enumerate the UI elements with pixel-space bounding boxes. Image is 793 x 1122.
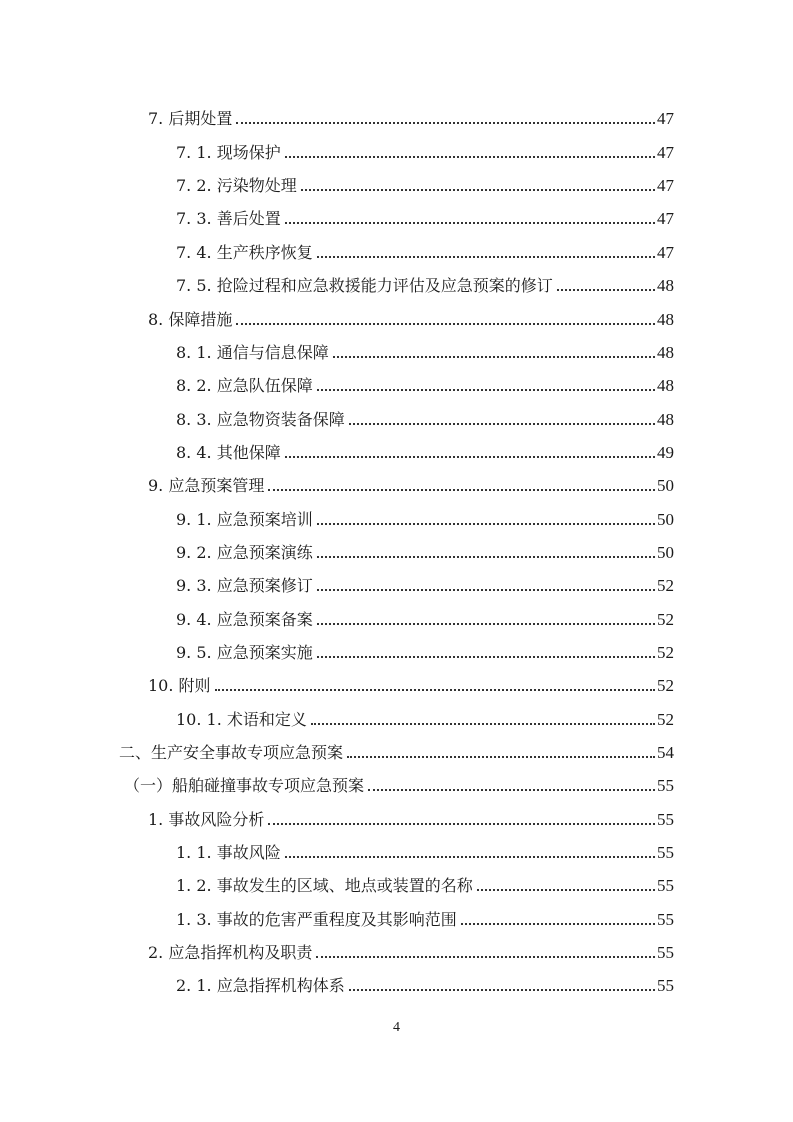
dot-leader [333, 356, 655, 358]
toc-entry-label: （一）船舶碰撞事故专项应急预案 [124, 776, 365, 795]
toc-entry-label: 2. 应急指挥机构及职责 [148, 943, 313, 962]
dot-leader [268, 489, 655, 491]
toc-entry[interactable] [148, 105, 674, 129]
toc-entry[interactable] [176, 239, 674, 263]
toc-entry-label: 7. 4. 生产秩序恢复 [176, 243, 313, 262]
toc-entry-label: 1. 1. 事故风险 [176, 843, 281, 862]
toc-entry-label: 1. 事故风险分析 [148, 810, 265, 829]
toc-entry-page: 52 [657, 643, 674, 662]
toc-entry[interactable] [176, 639, 674, 663]
toc-entry-page: 48 [657, 276, 674, 295]
toc-entry-label: 1. 3. 事故的危害严重程度及其影响范围 [176, 910, 457, 929]
toc-entry[interactable] [176, 606, 674, 630]
toc-entry-label: 7. 3. 善后处置 [176, 209, 281, 228]
toc-entry[interactable] [176, 172, 674, 196]
toc-entry-label: 9. 2. 应急预案演练 [176, 543, 313, 562]
toc-entry-label: 9. 5. 应急预案实施 [176, 643, 313, 662]
toc-entry-page: 48 [657, 310, 674, 329]
dot-leader [236, 323, 655, 325]
toc-entry[interactable] [124, 772, 674, 796]
toc-entry-page: 55 [657, 843, 674, 862]
toc-entry-page: 52 [657, 610, 674, 629]
toc-entry-page: 48 [657, 376, 674, 395]
toc-entry-label: 2. 1. 应急指挥机构体系 [176, 976, 345, 995]
dot-leader [317, 556, 655, 558]
toc-entry-label: 9. 应急预案管理 [148, 476, 265, 495]
toc-entry-page: 52 [657, 576, 674, 595]
dot-leader [268, 823, 655, 825]
dot-leader [316, 956, 655, 958]
toc-entry[interactable] [176, 205, 674, 229]
toc-entry-page: 54 [657, 743, 674, 762]
toc-entry-page: 55 [657, 910, 674, 929]
dot-leader [317, 389, 655, 391]
toc-entry[interactable] [176, 372, 674, 396]
toc-entry[interactable] [176, 272, 674, 296]
toc-entry-label: 8. 4. 其他保障 [176, 443, 281, 462]
toc-entry-label: 7. 后期处置 [148, 109, 233, 128]
toc-entry[interactable] [176, 139, 674, 163]
toc-entry-page: 47 [657, 176, 674, 195]
toc-entry-page: 47 [657, 143, 674, 162]
dot-leader [477, 889, 655, 891]
dot-leader [285, 156, 655, 158]
dot-leader [311, 723, 655, 725]
toc-entry-label: 8. 保障措施 [148, 310, 233, 329]
toc-entry[interactable] [176, 506, 674, 530]
toc-entry-label: 8. 3. 应急物资装备保障 [176, 410, 345, 429]
toc-entry-page: 48 [657, 343, 674, 362]
dot-leader [317, 256, 655, 258]
toc-entry-page: 55 [657, 810, 674, 829]
toc-entry[interactable] [176, 706, 674, 730]
dot-leader [317, 656, 655, 658]
toc-entry-label: 9. 3. 应急预案修订 [176, 576, 313, 595]
toc-entry[interactable] [176, 839, 674, 863]
toc-entry[interactable] [176, 539, 674, 563]
toc-entry[interactable] [176, 572, 674, 596]
dot-leader [349, 989, 655, 991]
toc-entry[interactable] [148, 672, 674, 696]
dot-leader [317, 623, 655, 625]
toc-entry-page: 52 [657, 676, 674, 695]
dot-leader [368, 789, 655, 791]
toc-entry-label: 1. 2. 事故发生的区域、地点或装置的名称 [176, 876, 473, 895]
toc-entry-page: 49 [657, 443, 674, 462]
toc-entry-label: 7. 2. 污染物处理 [176, 176, 297, 195]
toc-entry-page: 55 [657, 943, 674, 962]
toc-entry[interactable] [119, 739, 674, 763]
dot-leader [317, 589, 655, 591]
toc-entry-page: 55 [657, 876, 674, 895]
toc-entry[interactable] [176, 872, 674, 896]
toc-entry-label: 7. 1. 现场保护 [176, 143, 281, 162]
toc-entry[interactable] [176, 906, 674, 930]
dot-leader [301, 189, 655, 191]
toc-entry-label: 8. 2. 应急队伍保障 [176, 376, 313, 395]
toc-entry-page: 47 [657, 209, 674, 228]
toc-entry-label: 二、生产安全事故专项应急预案 [119, 743, 344, 762]
toc-entry[interactable] [148, 806, 674, 830]
toc-entry-page: 48 [657, 410, 674, 429]
dot-leader [317, 523, 655, 525]
dot-leader [557, 289, 655, 291]
toc-entry-label: 10. 附则 [148, 676, 211, 695]
toc-entry[interactable] [148, 306, 674, 330]
toc-entry[interactable] [176, 972, 674, 996]
toc-entry-page: 50 [657, 476, 674, 495]
toc-entry[interactable] [148, 472, 674, 496]
dot-leader [285, 856, 655, 858]
dot-leader [236, 122, 655, 124]
toc-entry-label: 10. 1. 术语和定义 [176, 710, 307, 729]
toc-entry[interactable] [176, 439, 674, 463]
toc-entry[interactable] [176, 339, 674, 363]
page-number: 4 [393, 1020, 400, 1035]
toc-entry-page: 55 [657, 976, 674, 995]
toc-entry-label: 9. 4. 应急预案备案 [176, 610, 313, 629]
toc-entry-page: 50 [657, 543, 674, 562]
dot-leader [349, 423, 655, 425]
toc-entry-label: 7. 5. 抢险过程和应急救援能力评估及应急预案的修订 [176, 276, 553, 295]
toc-entry-page: 47 [657, 243, 674, 262]
toc-entry-page: 55 [657, 776, 674, 795]
toc-entry-label: 9. 1. 应急预案培训 [176, 510, 313, 529]
dot-leader [461, 923, 655, 925]
toc-entry-page: 52 [657, 710, 674, 729]
dot-leader [215, 689, 655, 691]
toc-entry[interactable] [176, 406, 674, 430]
toc-entry-page: 47 [657, 109, 674, 128]
toc-entry-label: 8. 1. 通信与信息保障 [176, 343, 329, 362]
dot-leader [285, 456, 655, 458]
toc-entry-page: 50 [657, 510, 674, 529]
dot-leader [347, 756, 655, 758]
toc-entry[interactable] [148, 939, 674, 963]
dot-leader [285, 222, 655, 224]
